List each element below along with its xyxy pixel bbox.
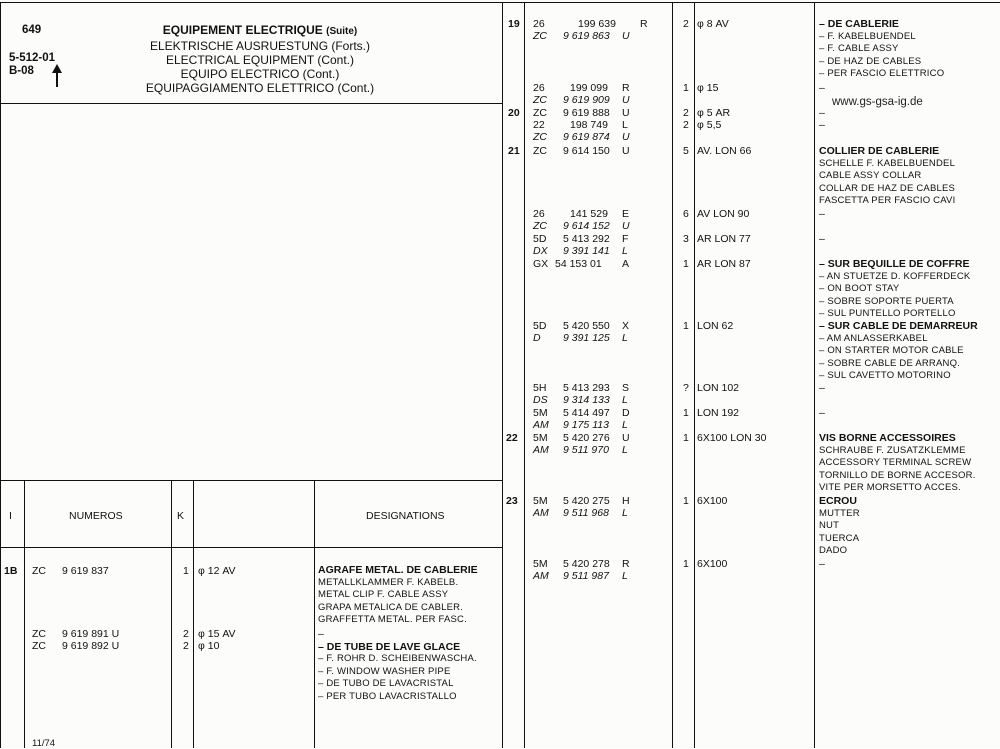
spec: LON 192 bbox=[697, 407, 740, 419]
part-prefix: 26 bbox=[533, 82, 545, 94]
header-divider bbox=[0, 103, 502, 104]
title-es: EQUIPO ELECTRICO (Cont.) bbox=[180, 67, 340, 81]
part-number: 5 413 293 bbox=[563, 382, 610, 394]
reference-code: 5-512-01 bbox=[9, 52, 56, 64]
designation-block bbox=[819, 18, 944, 81]
designation-de: SCHRAUBE F. ZUSATZKLEMME bbox=[819, 444, 966, 456]
designation-es: – SOBRE SOPORTE PUERTA bbox=[819, 295, 954, 307]
part-prefix: ZC bbox=[32, 640, 46, 652]
col-line-k bbox=[193, 480, 194, 748]
quantity: 2 bbox=[683, 119, 689, 131]
designation-dash: – bbox=[819, 558, 825, 570]
quantity: 2 bbox=[183, 640, 189, 652]
part-number: 5 420 278 bbox=[563, 558, 610, 570]
part-number: 5 420 550 bbox=[563, 320, 610, 332]
part-prefix: ZC bbox=[533, 145, 547, 157]
part-number: 141 529 bbox=[570, 208, 608, 220]
col-line-spec bbox=[314, 480, 315, 748]
designation-en: METAL CLIP F. CABLE ASSY bbox=[318, 589, 449, 600]
designation-dash: – bbox=[819, 233, 825, 245]
designation-block bbox=[819, 495, 860, 558]
part-prefix: 22 bbox=[533, 119, 545, 131]
part-suffix: L bbox=[622, 570, 628, 582]
right-col-line-i bbox=[524, 2, 525, 748]
part-prefix: ZC bbox=[533, 30, 547, 42]
designation-dash: – bbox=[819, 382, 825, 394]
designation-title: VIS BORNE ACCESSOIRES bbox=[819, 432, 956, 444]
designation-it: FASCETTA PER FASCIO CAVI bbox=[819, 195, 956, 206]
part-number: 9 314 133 bbox=[563, 394, 610, 406]
print-date: 11/74 bbox=[32, 738, 56, 749]
spec: AV. LON 66 bbox=[697, 145, 752, 157]
spec: AR LON 87 bbox=[697, 258, 751, 270]
part-prefix: ZC bbox=[533, 220, 547, 232]
quantity: 5 bbox=[683, 145, 689, 157]
title-fr: EQUIPEMENT ELECTRIQUE (Suite) bbox=[162, 23, 358, 37]
designation-en: NUT bbox=[819, 520, 840, 531]
part-suffix: H bbox=[622, 495, 630, 507]
part-prefix: ZC bbox=[533, 131, 547, 143]
designation-en: CABLE ASSY COLLAR bbox=[819, 170, 922, 181]
spec: φ 10 bbox=[198, 640, 220, 652]
part-suffix: A bbox=[622, 258, 630, 270]
col-header-numeros: NUMEROS bbox=[69, 510, 123, 522]
row-index: 23 bbox=[506, 495, 518, 507]
part-suffix: U bbox=[622, 145, 630, 157]
right-col-line-numeros bbox=[672, 2, 673, 748]
designation-dash: – bbox=[819, 407, 825, 419]
part-number: 9 511 968 bbox=[563, 507, 609, 519]
designation-dash: – bbox=[819, 82, 825, 94]
designation-de: MUTTER bbox=[819, 507, 860, 519]
row-index: 20 bbox=[508, 107, 520, 119]
col-line-i bbox=[24, 480, 25, 748]
frame-top bbox=[0, 2, 1000, 3]
part-prefix: 26 bbox=[533, 18, 545, 30]
part-number: 54 153 01 bbox=[555, 258, 602, 270]
part-suffix: L bbox=[622, 245, 628, 257]
part-number: 5 420 275 bbox=[563, 495, 610, 507]
col-header-k: K bbox=[177, 510, 185, 522]
designation-title: AGRAFE METAL. DE CABLERIE bbox=[318, 564, 478, 576]
table-header-bottom bbox=[0, 547, 502, 548]
designation-es: – DE HAZ DE CABLES bbox=[819, 55, 922, 67]
part-prefix: 26 bbox=[533, 208, 545, 220]
quantity: 1 bbox=[683, 495, 689, 507]
designation-de: METALLKLAMMER F. KABELB. bbox=[318, 576, 459, 588]
designation-es: COLLAR DE HAZ DE CABLES bbox=[819, 182, 956, 194]
part-number: 5 413 292 bbox=[563, 233, 610, 245]
part-number: 198 749 bbox=[570, 119, 608, 131]
col-header-designations: DESIGNATIONS bbox=[366, 510, 445, 522]
part-number: 9 619 891 U bbox=[62, 628, 120, 640]
part-prefix: 5M bbox=[533, 495, 548, 507]
designation-es: – DE TUBO DE LAVACRISTAL bbox=[318, 678, 454, 689]
part-suffix: U bbox=[622, 107, 630, 119]
designation-block bbox=[819, 432, 976, 495]
frame-middle bbox=[502, 2, 503, 748]
part-prefix: 5M bbox=[533, 432, 548, 444]
part-suffix: L bbox=[622, 444, 628, 456]
part-number: 9 619 888 bbox=[563, 107, 610, 119]
part-number: 9 614 152 bbox=[563, 220, 610, 232]
quantity: 1 bbox=[683, 320, 689, 332]
designation-block bbox=[819, 320, 978, 383]
designation-it: – PER TUBO LAVACRISTALLO bbox=[318, 690, 457, 702]
spec: φ 5,5 bbox=[697, 119, 722, 131]
part-suffix: L bbox=[622, 332, 628, 344]
designation-es: GRAPA METALICA DE CABLER. bbox=[318, 601, 464, 613]
designation-en: – ON BOOT STAY bbox=[819, 283, 900, 294]
spec: 6X100 LON 30 bbox=[697, 432, 767, 444]
designation-title: COLLIER DE CABLERIE bbox=[819, 145, 940, 157]
designation-title: – DE TUBE DE LAVE GLACE bbox=[318, 640, 461, 653]
spec: 6X100 bbox=[697, 495, 728, 507]
designation-en: – F. WINDOW WASHER PIPE bbox=[318, 665, 451, 677]
designation-es: – SOBRE CABLE DE ARRANQ. bbox=[819, 357, 961, 369]
part-number: 199 639 bbox=[578, 18, 616, 30]
row-index: 22 bbox=[506, 432, 518, 444]
part-prefix: 5H bbox=[533, 382, 547, 394]
part-number: 9 511 987 bbox=[563, 570, 609, 582]
part-number: 5 414 497 bbox=[563, 407, 610, 419]
part-prefix: 5M bbox=[533, 407, 548, 419]
part-prefix: DS bbox=[533, 394, 548, 406]
designation-title: – SUR CABLE DE DEMARREUR bbox=[819, 320, 978, 332]
frame-left bbox=[0, 2, 1, 748]
part-suffix: R bbox=[622, 82, 630, 94]
part-prefix: DX bbox=[533, 245, 548, 257]
quantity: 1 bbox=[683, 258, 689, 270]
designation-it: – SUL PUNTELLO PORTELLO bbox=[819, 308, 956, 319]
part-number: 5 420 276 bbox=[563, 432, 610, 444]
quantity: 1 bbox=[683, 407, 689, 419]
col-header-i: I bbox=[9, 510, 12, 522]
part-number: 9 619 863 bbox=[563, 30, 610, 42]
part-number: 9 619 874 bbox=[563, 131, 610, 143]
part-prefix: AM bbox=[533, 444, 549, 456]
quantity: ? bbox=[683, 382, 689, 394]
part-suffix: R bbox=[622, 558, 630, 570]
designation-title: – DE CABLERIE bbox=[819, 18, 899, 30]
part-suffix: F bbox=[622, 233, 629, 245]
designation-block bbox=[318, 628, 477, 703]
spec: LON 62 bbox=[697, 320, 734, 332]
designation-de: – AM ANLASSERKABEL bbox=[819, 332, 928, 344]
part-prefix: AM bbox=[533, 507, 549, 519]
part-number: 9 175 113 bbox=[563, 419, 609, 431]
designation-dash: – bbox=[819, 107, 825, 119]
designation-it: – PER FASCIO ELETTRICO bbox=[819, 68, 945, 79]
designation-de: – F. KABELBUENDEL bbox=[819, 30, 916, 42]
quantity: 2 bbox=[183, 628, 189, 640]
part-number: 9 614 150 bbox=[563, 145, 610, 157]
designation-de: – F. ROHR D. SCHEIBENWASCHA. bbox=[318, 653, 477, 664]
part-suffix: S bbox=[622, 382, 630, 394]
part-prefix: ZC bbox=[32, 565, 46, 577]
part-suffix: X bbox=[622, 320, 630, 332]
part-prefix: ZC bbox=[533, 94, 547, 106]
part-prefix: ZC bbox=[533, 107, 547, 119]
designation-it: – SUL CAVETTO MOTORINO bbox=[819, 370, 951, 381]
designation-de: SCHELLE F. KABELBUENDEL bbox=[819, 157, 956, 169]
part-suffix: L bbox=[622, 419, 628, 431]
col-line-numeros bbox=[171, 480, 172, 748]
part-number: 9 391 125 bbox=[563, 332, 610, 344]
part-number: 9 619 837 bbox=[62, 565, 109, 577]
quantity: 3 bbox=[683, 233, 689, 245]
quantity: 6 bbox=[683, 208, 689, 220]
quantity: 1 bbox=[683, 558, 689, 570]
designation-de: – AN STUETZE D. KOFFERDECK bbox=[819, 270, 971, 282]
designation-title: – SUR BEQUILLE DE COFFRE bbox=[819, 258, 970, 270]
title-block bbox=[110, 23, 410, 95]
part-prefix: 5M bbox=[533, 558, 548, 570]
table-header-top bbox=[0, 480, 502, 481]
row-index: 19 bbox=[508, 18, 520, 30]
designation-es: TUERCA bbox=[819, 532, 860, 544]
part-prefix: 5D bbox=[533, 320, 547, 332]
quantity: 2 bbox=[683, 107, 689, 119]
part-prefix: ZC bbox=[32, 628, 46, 640]
part-prefix: 5D bbox=[533, 233, 547, 245]
part-prefix: AM bbox=[533, 570, 549, 582]
right-col-line-spec bbox=[814, 2, 815, 748]
revision-code: B-08 bbox=[9, 65, 34, 77]
quantity: 1 bbox=[183, 565, 189, 577]
part-prefix: AM bbox=[533, 419, 549, 431]
title-de: ELEKTRISCHE AUSRUESTUNG (Forts.) bbox=[149, 39, 371, 53]
designation-en: ACCESSORY TERMINAL SCREW bbox=[819, 457, 972, 468]
quantity: 2 bbox=[683, 18, 689, 30]
designation-it: DADO bbox=[819, 545, 848, 556]
page-number: 649 bbox=[22, 24, 42, 36]
row-index: 1B bbox=[4, 565, 18, 577]
designation-es: TORNILLO DE BORNE ACCESOR. bbox=[819, 469, 976, 481]
part-suffix: E bbox=[622, 208, 630, 220]
spec: 6X100 bbox=[697, 558, 728, 570]
designation-title: ECROU bbox=[819, 495, 857, 507]
part-suffix: D bbox=[622, 407, 630, 419]
title-en: ELECTRICAL EQUIPMENT (Cont.) bbox=[165, 53, 355, 67]
part-suffix: U bbox=[622, 220, 630, 232]
spec: AR LON 77 bbox=[697, 233, 751, 245]
designation-block bbox=[318, 564, 478, 627]
spec: LON 102 bbox=[697, 382, 740, 394]
spec: φ 8 AV bbox=[697, 18, 729, 30]
designation-dash: – bbox=[819, 119, 825, 131]
designation-it: GRAFFETTA METAL. PER FASC. bbox=[318, 614, 467, 625]
part-suffix: U bbox=[622, 432, 630, 444]
part-number: 9 619 909 bbox=[563, 94, 610, 106]
row-index: 21 bbox=[508, 145, 520, 157]
spec: φ 5 AR bbox=[697, 107, 731, 119]
right-col-line-k bbox=[694, 2, 695, 748]
part-suffix: U bbox=[622, 94, 630, 106]
part-prefix: D bbox=[533, 332, 541, 344]
part-suffix: U bbox=[622, 30, 630, 42]
website-watermark: www.gs-gsa-ig.de bbox=[832, 96, 923, 108]
part-number: 9 391 141 bbox=[563, 245, 610, 257]
part-suffix: L bbox=[622, 119, 628, 131]
spec: φ 15 AV bbox=[198, 628, 236, 640]
part-suffix: L bbox=[622, 507, 628, 519]
designation-block bbox=[819, 258, 970, 321]
quantity: 1 bbox=[683, 82, 689, 94]
spec: AV LON 90 bbox=[697, 208, 750, 220]
part-prefix: GX bbox=[533, 258, 549, 270]
quantity: 1 bbox=[683, 432, 689, 444]
part-suffix: R bbox=[640, 18, 648, 30]
part-suffix: U bbox=[622, 131, 630, 143]
up-arrow-icon bbox=[52, 64, 62, 88]
part-suffix: L bbox=[622, 394, 628, 406]
designation-dash: – bbox=[318, 628, 324, 640]
designation-en: – F. CABLE ASSY bbox=[819, 43, 899, 54]
designation-en: – ON STARTER MOTOR CABLE bbox=[819, 345, 964, 356]
title-it: EQUIPAGGIAMENTO ELETTRICO (Cont.) bbox=[145, 81, 375, 95]
part-number: 9 619 892 U bbox=[62, 640, 120, 652]
spec: φ 15 bbox=[697, 82, 719, 94]
part-number: 9 511 970 bbox=[563, 444, 609, 456]
part-number: 199 099 bbox=[570, 82, 608, 94]
spec: φ 12 AV bbox=[198, 565, 236, 577]
designation-block bbox=[819, 145, 955, 208]
designation-it: VITE PER MORSETTO ACCES. bbox=[819, 482, 961, 493]
designation-dash: – bbox=[819, 208, 825, 220]
